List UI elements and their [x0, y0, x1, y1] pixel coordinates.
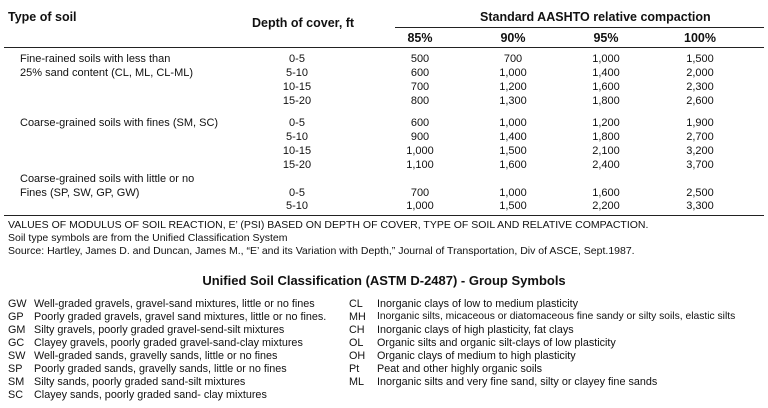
value-cell: 1,600 [499, 159, 527, 171]
value-cell: 700 [503, 53, 523, 65]
legend-code: GC [8, 337, 25, 349]
value-cell: 1,000 [499, 187, 527, 199]
value-cell: 700 [410, 81, 430, 93]
value-cell: 800 [410, 95, 430, 107]
legend-desc: Inorganic clays of low to medium plasticity [377, 298, 579, 310]
legend-desc: Organic silts and organic silt-clays of low plasticity [377, 337, 616, 349]
value-cell: 1,900 [686, 117, 714, 129]
legend-desc: Poorly graded sands, gravelly sands, little or no fines [34, 363, 287, 375]
col-header-95: 95% [593, 31, 619, 45]
value-cell: 600 [410, 67, 430, 79]
legend-desc: Peat and other highly organic soils [377, 363, 543, 375]
value-cell: 1,600 [592, 187, 620, 199]
legend-code: CH [349, 324, 365, 336]
value-cell: 1,000 [592, 53, 620, 65]
legend-desc: Inorganic silts, micaceous or diatomaceous fine sandy or silty soils, elastic silts [377, 311, 736, 322]
legend-code: ML [349, 376, 364, 388]
value-cell: 3,300 [686, 200, 714, 212]
value-cell: 1,800 [592, 95, 620, 107]
depth-cell: 15-20 [282, 159, 312, 171]
depth-cell: 10-15 [282, 145, 312, 157]
table-bottom-rule [4, 215, 764, 216]
soil-type-label: Fine-rained soils with less than [20, 53, 171, 65]
value-cell: 2,100 [592, 145, 620, 157]
legend-desc: Clayey sands, poorly graded sand- clay mixtures [34, 389, 267, 401]
depth-cell: 0-5 [289, 117, 305, 129]
value-cell: 1,500 [686, 53, 714, 65]
group-header-rule [395, 27, 764, 28]
table-header-rule [4, 47, 764, 48]
value-cell: 1,100 [406, 159, 434, 171]
legend-desc: Silty gravels, poorly graded gravel-send-silt mixtures [34, 324, 285, 336]
legend-desc: Inorganic silts and very fine sand, silty or clayey fine sands [377, 376, 658, 388]
depth-cell: 10-15 [282, 81, 312, 93]
legend-desc: Well-graded sands, gravelly sands, little or no fines [34, 350, 278, 362]
legend-code: CL [349, 298, 363, 310]
legend-code: Pt [349, 363, 360, 375]
depth-cell: 0-5 [289, 187, 305, 199]
legend-desc: Clayey gravels, poorly graded gravel-sand-clay mixtures [34, 337, 303, 349]
value-cell: 2,400 [592, 159, 620, 171]
legend-code: SM [8, 376, 25, 388]
value-cell: 3,700 [686, 159, 714, 171]
value-cell: 1,300 [499, 95, 527, 107]
legend-code: OH [349, 350, 366, 362]
depth-cell: 5-10 [285, 200, 309, 212]
legend-desc: Poorly graded gravels, gravel sand mixtures, little or no fines. [34, 311, 327, 323]
depth-cell: 5-10 [285, 67, 309, 79]
value-cell: 2,700 [686, 131, 714, 143]
soil-type-label: Coarse-grained soils with little or no [20, 173, 195, 185]
value-cell: 900 [410, 131, 430, 143]
symbols-note: Soil type symbols are from the Unified Classification System [8, 232, 288, 244]
value-cell: 1,600 [592, 81, 620, 93]
legend-code: SP [8, 363, 23, 375]
col-header-compaction-group: Standard AASHTO relative compaction [480, 10, 711, 24]
col-header-soil-type: Type of soil [8, 10, 77, 24]
value-cell: 3,200 [686, 145, 714, 157]
soil-type-label: Coarse-grained soils with fines (SM, SC) [20, 117, 219, 129]
value-cell: 1,400 [592, 67, 620, 79]
legend-desc: Well-graded gravels, gravel-sand mixtures, little or no fines [34, 298, 315, 310]
classification-title: Unified Soil Classification (ASTM D-2487) - Group Symbols [202, 273, 566, 288]
soil-type-label: Fines (SP, SW, GP, GW) [20, 187, 140, 199]
value-cell: 2,000 [686, 67, 714, 79]
legend-code: GP [8, 311, 24, 323]
value-cell: 1,000 [406, 145, 434, 157]
legend-code: OL [349, 337, 364, 349]
legend-desc: Silty sands, poorly graded sand-silt mixtures [34, 376, 246, 388]
legend-desc: Organic clays of medium to high plasticity [377, 350, 576, 362]
col-header-85: 85% [407, 31, 433, 45]
legend-code: GW [8, 298, 27, 310]
value-cell: 500 [410, 53, 430, 65]
value-cell: 1,200 [499, 81, 527, 93]
value-cell: 1,000 [499, 67, 527, 79]
value-cell: 600 [410, 117, 430, 129]
col-header-depth: Depth of cover, ft [252, 16, 355, 30]
value-cell: 2,600 [686, 95, 714, 107]
legend-code: GM [8, 324, 26, 336]
value-cell: 1,800 [592, 131, 620, 143]
value-cell: 1,500 [499, 200, 527, 212]
col-header-100: 100% [684, 31, 716, 45]
col-header-90: 90% [500, 31, 526, 45]
value-cell: 1,400 [499, 131, 527, 143]
legend-code: MH [349, 311, 366, 323]
legend-desc: Inorganic clays of high plasticity, fat clays [377, 324, 574, 336]
value-cell: 700 [410, 187, 430, 199]
depth-cell: 0-5 [289, 53, 305, 65]
soil-type-label: 25% sand content (CL, ML, CL-ML) [20, 67, 194, 79]
legend-code: SC [8, 389, 23, 401]
source-note: Source: Hartley, James D. and Duncan, James M., “E’ and its Variation with Depth,” Journal of Transportation, Div of ASCE, Sept.1987. [8, 245, 635, 257]
value-cell: 1,000 [499, 117, 527, 129]
depth-cell: 15-20 [282, 95, 312, 107]
value-cell: 1,200 [592, 117, 620, 129]
value-cell: 1,500 [499, 145, 527, 157]
value-cell: 1,000 [406, 200, 434, 212]
value-cell: 2,200 [592, 200, 620, 212]
depth-cell: 5-10 [285, 131, 309, 143]
legend-code: SW [8, 350, 26, 362]
value-cell: 2,300 [686, 81, 714, 93]
caption-note: VALUES OF MODULUS OF SOIL REACTION, E’ (PSI) BASED ON DEPTH OF COVER, TYPE OF SOIL AND RELATIVE COMPACTION. [8, 219, 649, 231]
value-cell: 2,500 [686, 187, 714, 199]
